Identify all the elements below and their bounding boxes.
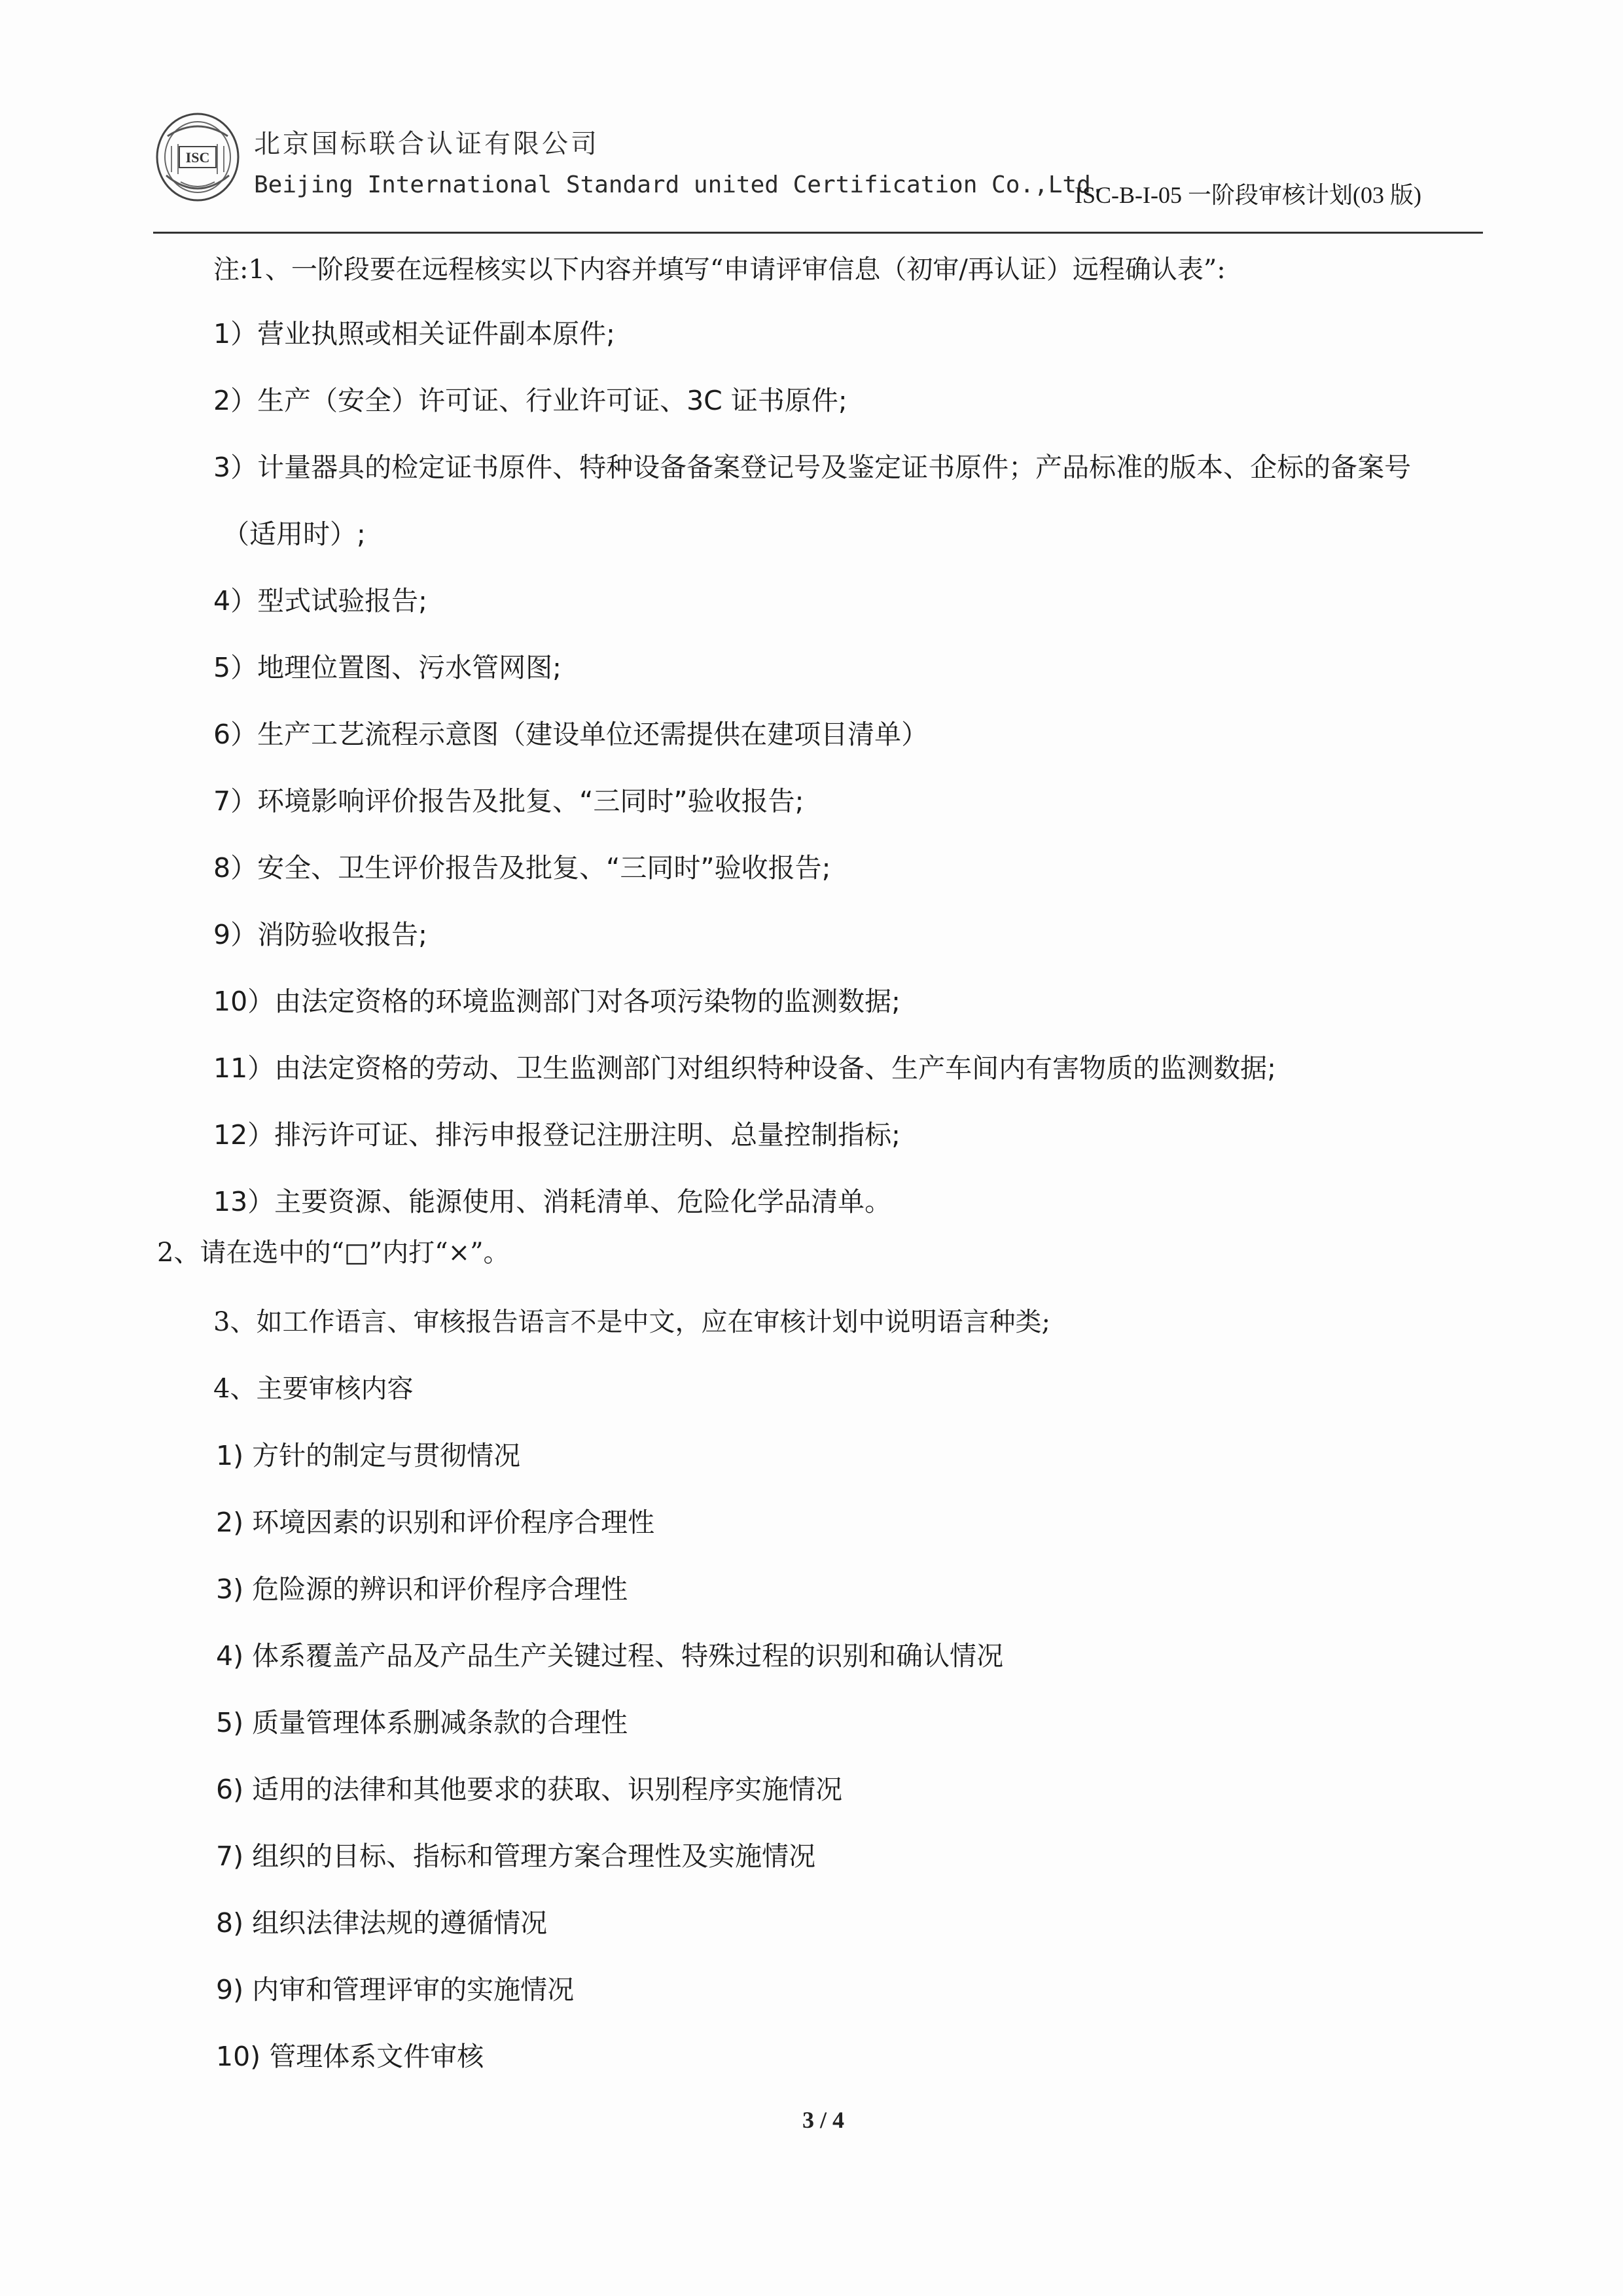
header-divider — [153, 232, 1483, 234]
audit-item: 2) 环境因素的识别和评价程序合理性 — [216, 1507, 655, 1538]
note-1-item: 6）生产工艺流程示意图（建设单位还需提供在建项目清单） — [213, 719, 929, 750]
document-code: ISC-B-I-05 一阶段审核计划(03 版) — [1075, 182, 1421, 208]
note-1-item: 2）生产（安全）许可证、行业许可证、3C 证书原件; — [213, 385, 847, 416]
note-1-item: 7）环境影响评价报告及批复、“三同时”验收报告; — [213, 785, 804, 817]
note-1-intro: 注:1、一阶段要在远程核实以下内容并填写“申请评审信息（初审/再认证）远程确认表”: — [213, 255, 1226, 285]
logo-text: ISC — [185, 149, 210, 166]
note-1-item: 8）安全、卫生评价报告及批复、“三同时”验收报告; — [213, 852, 831, 884]
isc-logo-icon — [152, 110, 243, 208]
note-1-item: 5）地理位置图、污水管网图; — [213, 652, 562, 683]
note-1-item: 1）营业执照或相关证件副本原件; — [213, 318, 615, 350]
note-1-item-continued: （适用时）; — [223, 518, 366, 550]
note-1-item: 13）主要资源、能源使用、消耗清单、危险化学品清单。 — [213, 1186, 892, 1217]
note-1-item: 3）计量器具的检定证书原件、特种设备备案登记号及鉴定证书原件；产品标准的版本、企标的备案号 — [213, 452, 1412, 483]
note-4-heading: 4、主要审核内容 — [213, 1374, 414, 1404]
note-1-item: 9）消防验收报告; — [213, 919, 427, 950]
audit-item: 3) 危险源的辨识和评价程序合理性 — [216, 1573, 628, 1605]
company-name-en: Beijing International Standard united Certification Co.,Ltd. — [254, 171, 1105, 198]
audit-item: 7) 组织的目标、指标和管理方案合理性及实施情况 — [216, 1840, 816, 1872]
audit-item: 9) 内审和管理评审的实施情况 — [216, 1974, 575, 2005]
page-number: 3 / 4 — [802, 2107, 845, 2133]
audit-item: 4) 体系覆盖产品及产品生产关键过程、特殊过程的识别和确认情况 — [216, 1640, 1004, 1672]
note-2: 2、请在选中的“□”内打“×”。 — [157, 1238, 510, 1268]
note-3: 3、如工作语言、审核报告语言不是中文，应在审核计划中说明语言种类; — [213, 1307, 1050, 1337]
note-1-item: 12）排污许可证、排污申报登记注册注明、总量控制指标; — [213, 1119, 901, 1151]
note-1-item: 11）由法定资格的劳动、卫生监测部门对组织特种设备、生产车间内有害物质的监测数据; — [213, 1052, 1276, 1084]
audit-item: 6) 适用的法律和其他要求的获取、识别程序实施情况 — [216, 1774, 843, 1805]
note-1-item: 10）由法定资格的环境监测部门对各项污染物的监测数据; — [213, 986, 901, 1017]
note-1-item: 4）型式试验报告; — [213, 585, 427, 617]
company-name-cn: 北京国标联合认证有限公司 — [254, 129, 599, 159]
audit-item: 8) 组织法律法规的遵循情况 — [216, 1907, 548, 1939]
audit-item: 5) 质量管理体系删减条款的合理性 — [216, 1707, 628, 1738]
audit-item: 1) 方针的制定与贯彻情况 — [216, 1440, 521, 1471]
audit-item: 10) 管理体系文件审核 — [216, 2041, 484, 2072]
